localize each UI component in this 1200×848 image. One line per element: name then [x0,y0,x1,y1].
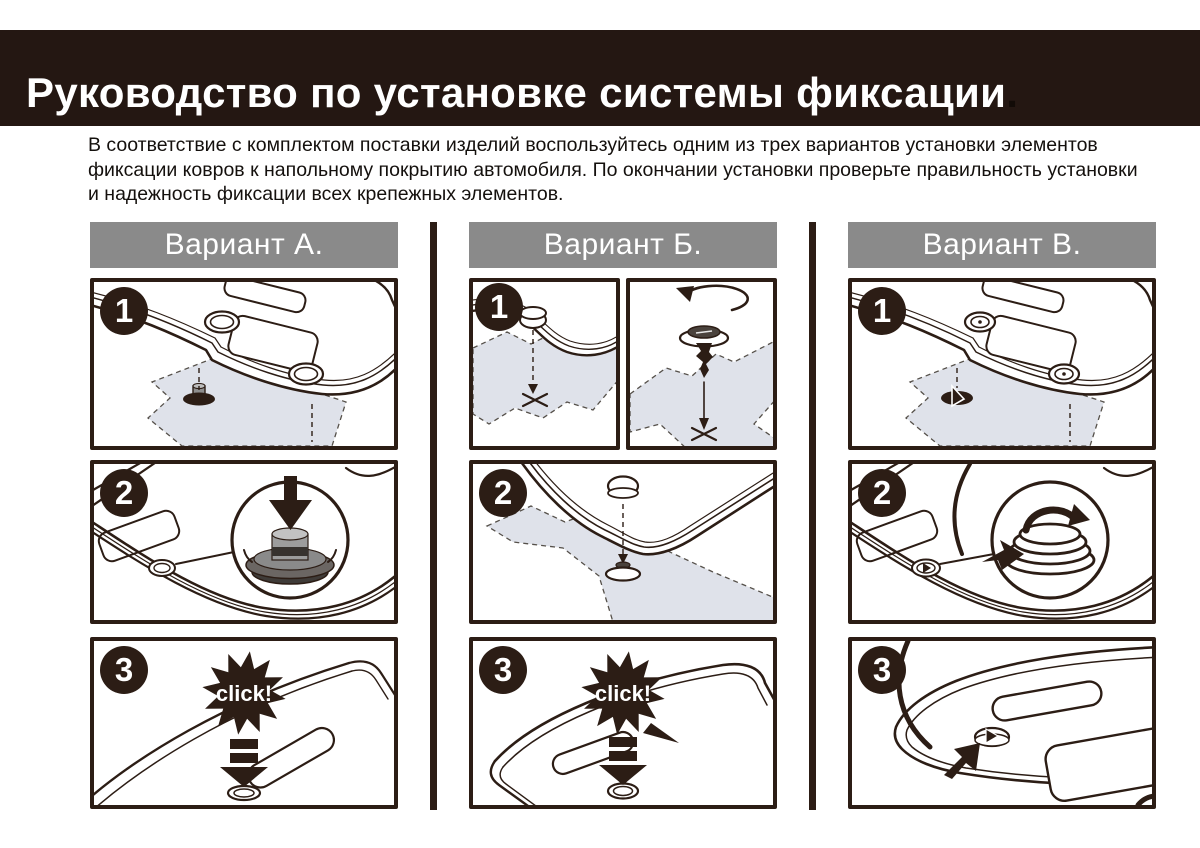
click-label: click! [594,681,652,706]
mat-grommet-icon [149,560,175,576]
page-title: Руководство по установке системы фиксации [26,69,1007,116]
variant-b-step-3-panel [469,637,777,809]
step-number-badge: 3 [858,646,906,694]
variant-v-step-3-panel [848,637,1156,809]
click-label: click! [215,681,273,706]
variant-v-step-2-panel [848,460,1156,624]
screw-head-grommet-icon [1049,365,1079,384]
callout-line [176,552,234,564]
step-number-badge: 1 [858,287,906,335]
variant-v-column [848,222,1156,810]
step-number-badge: 2 [100,469,148,517]
variant-b-step-1-panel [469,278,777,450]
mat-grommet-icon [205,312,239,333]
variant-v-header [848,222,1156,268]
variant-v-label: Вариант В. [922,228,1082,261]
button-fastener-icon [520,307,546,328]
screw-head-grommet-icon [965,313,995,332]
variant-b-header [469,222,777,268]
variant-a-label: Вариант А. [164,228,324,261]
variant-a-step-1-panel [90,278,398,450]
variant-b-label: Вариант Б. [543,228,703,261]
variant-a-step-3-panel [90,637,398,809]
variant-a-column [90,222,398,810]
variant-a-step-2-panel [90,460,398,624]
column-divider [430,222,437,810]
hook-fastener-icon [975,728,1009,746]
rotate-arrow-icon [676,286,748,310]
column-divider [809,222,816,810]
mat-grommet-icon [289,364,323,385]
step-illustration [630,282,773,446]
mat-grommet-icon [608,784,638,799]
button-cap-icon [608,477,638,499]
step-number-badge: 2 [858,469,906,517]
variant-a-header [90,222,398,268]
step-number-badge: 1 [100,287,148,335]
step-number-badge: 1 [475,283,523,331]
step-number-badge: 3 [479,646,527,694]
step-number-badge: 2 [479,469,527,517]
variant-b-step-1-right [626,278,777,450]
pointer-curve-line [954,464,970,554]
variant-b-column [469,222,777,810]
car-mat-illustration [895,647,1152,805]
variant-b-step-2-panel [469,460,777,624]
callout-line [940,554,994,564]
step-number-badge: 3 [100,646,148,694]
title-bar [0,30,1200,126]
screw-head-grommet-icon [912,560,940,577]
mat-grommet-icon [228,786,260,800]
intro-text: В соответствие с комплектом поставки изделий воспользуйтесь одним из трех вариантов установки элементов фиксации ковров к напольному покрытию автомобиля. По окончании установки проверьте правильность установки и надежность фиксации всех крепежных элементов. [88,134,1138,205]
variant-v-step-1-panel [848,278,1156,450]
variants-area [90,222,1156,810]
title-period-dot: . [1006,69,1018,116]
zoom-circle [232,476,348,598]
zoom-circle [992,482,1108,598]
